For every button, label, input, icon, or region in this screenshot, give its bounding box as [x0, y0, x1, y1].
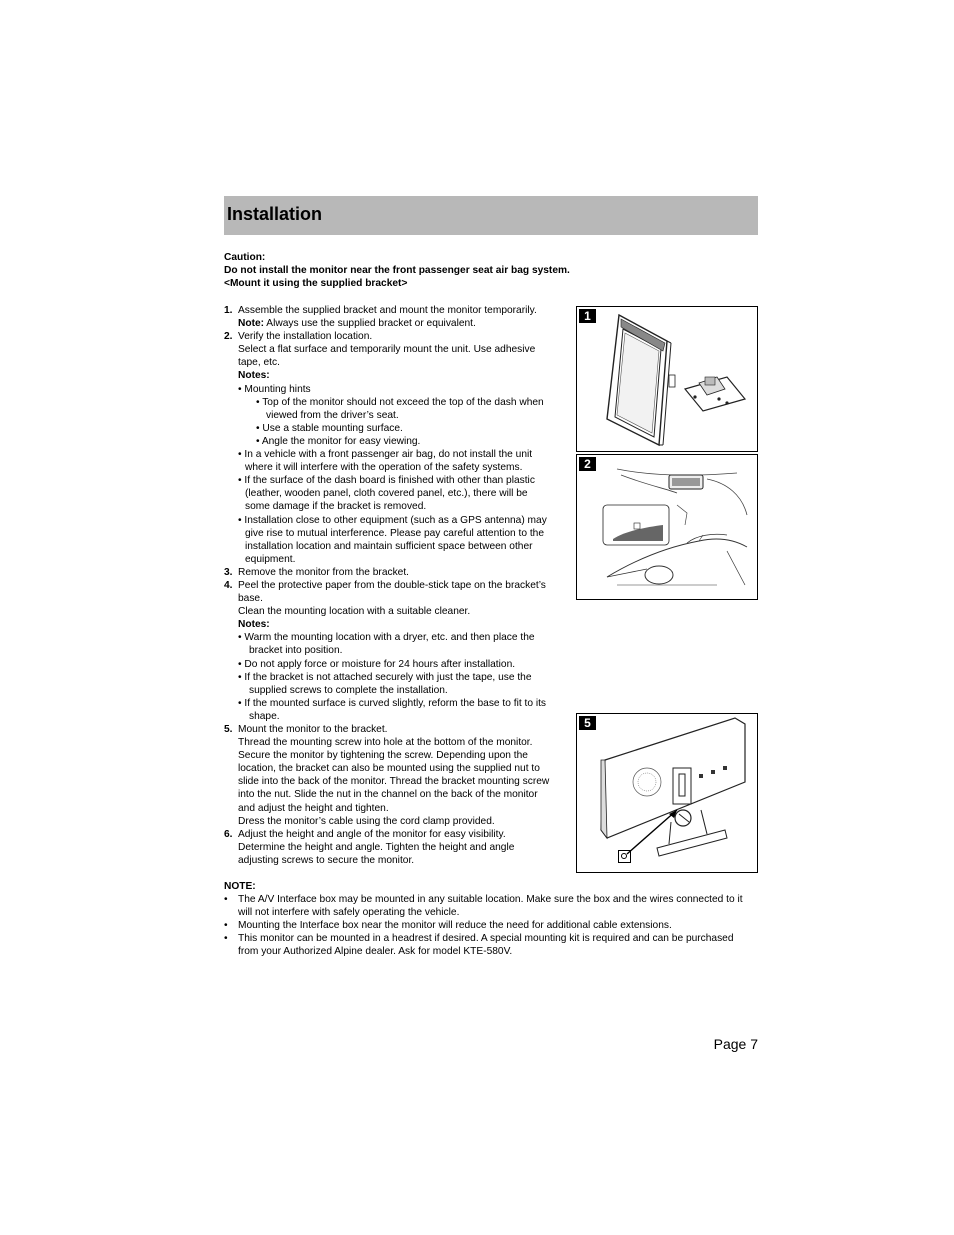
note-item-cont: shape.: [249, 710, 280, 722]
note-subitem: • Top of the monitor should not exceed the top of the dash when: [256, 396, 544, 408]
step-number: 1.: [224, 305, 233, 316]
caution-line-2: <Mount it using the supplied bracket>: [224, 278, 408, 290]
step-2-text: Verify the installation location.: [238, 331, 373, 343]
step-4-text: Peel the protective paper from the double-stick tape on the bracket’s: [238, 579, 546, 591]
note-label: NOTE:: [224, 881, 256, 892]
note-item: • If the mounted surface is curved slightly, reform the base to fit to its: [238, 697, 547, 709]
section-header: [224, 196, 758, 235]
dashboard-location-illustration: [577, 455, 757, 599]
note-item-cont: (leather, wooden panel, cloth covered panel, etc.), there will be: [245, 488, 528, 500]
note-item: [224, 893, 744, 919]
note-item: • Mounting hints: [238, 383, 311, 395]
step-text-line: location, the bracket can also be mounted using the supplied nut to: [238, 763, 540, 775]
step-1-text: Assemble the supplied bracket and mount the monitor temporarily.: [238, 305, 537, 316]
figure-5-badge: 5: [579, 716, 596, 730]
note-item-cont: bracket into position.: [249, 645, 343, 657]
caution-label: Caution:: [224, 252, 266, 263]
step-5-text: Mount the monitor to the bracket.: [238, 724, 388, 735]
figure-2-badge: 2: [579, 457, 596, 471]
step-text-line: and adjust the height and tighten.: [238, 802, 389, 814]
note-subitem-cont: viewed from the driver’s seat.: [266, 409, 399, 421]
note-item-cont: some damage if the bracket is removed.: [245, 501, 427, 513]
step-1-note: Always use the supplied bracket or equivalent.: [264, 318, 476, 330]
figure-2: [576, 454, 758, 600]
step-number: 3.: [224, 566, 233, 578]
callout-circle-icon: [618, 850, 631, 863]
bullet: •: [224, 894, 228, 906]
note-subitem: • Angle the monitor for easy viewing.: [256, 435, 421, 447]
step-text-line: Determine the height and angle. Tighten the height and angle: [238, 841, 515, 853]
note-item-cont: equipment.: [245, 553, 296, 565]
step-text-line: tape, etc.: [238, 357, 280, 369]
step-text-line: slide into the back of the monitor. Thread the bracket mounting screw: [238, 776, 550, 788]
note-item: • If the surface of the dash board is finished with other than plastic: [238, 475, 535, 487]
step-text-line: Clean the mounting location with a suitable cleaner.: [238, 606, 471, 618]
notes-label: Notes:: [238, 370, 270, 382]
note-section: [224, 880, 744, 959]
monitor-rear-bracket-illustration: [577, 714, 757, 872]
bullet: •: [224, 933, 228, 945]
page-title: Installation: [227, 204, 323, 224]
bullet: •: [224, 920, 228, 932]
note-item: • Do not apply force or moisture for 24 hours after installation.: [238, 658, 516, 670]
figure-5: [576, 713, 758, 873]
note-item: • Warm the mounting location with a dryer, etc. and then place the: [238, 632, 535, 644]
note-item-cont: installation location and maintain sufficient space between other: [245, 540, 533, 552]
step-text-line: adjusting screws to secure the monitor.: [238, 854, 415, 866]
page-number: Page 7: [713, 1036, 758, 1052]
step-6-text: Adjust the height and angle of the monitor for easy visibility.: [238, 828, 506, 840]
note-item: [224, 932, 744, 958]
step-number: 2.: [224, 331, 233, 343]
step-number: 4.: [224, 579, 233, 591]
note-label: Note:: [238, 318, 265, 330]
note-item: • In a vehicle with a front passenger air bag, do not install the unit: [238, 449, 533, 461]
note-item-text: Mounting the Interface box near the monitor will reduce the need for additional cable extensions.: [238, 920, 672, 932]
step-text-line: Dress the monitor’s cable using the cord clamp provided.: [238, 815, 495, 827]
note-subitem: • Use a stable mounting surface.: [256, 422, 403, 434]
note-item: • If the bracket is not attached securely with just the tape, use the: [238, 671, 532, 683]
step-text-line: base.: [238, 593, 263, 605]
step-text-line: Secure the monitor by tightening the screw. Depending upon the: [238, 750, 528, 762]
step-3-text: Remove the monitor from the bracket.: [238, 566, 409, 578]
note-item-cont: where it will interfere with the operation of the safety systems.: [245, 462, 523, 474]
step-text-line: Select a flat surface and temporarily mount the unit. Use adhesive: [238, 344, 536, 356]
caution-line-1: Do not install the monitor near the front passenger seat air bag system.: [224, 265, 570, 277]
step-text-line: into the nut. Slide the nut in the channel on the back of the monitor: [238, 789, 538, 801]
step-text-line: Thread the mounting screw into hole at the bottom of the monitor.: [238, 737, 533, 749]
figure-1: [576, 306, 758, 452]
step-number: 5.: [224, 724, 233, 735]
figure-1-badge: 1: [579, 309, 596, 323]
note-item-cont: give rise to mutual interference. Please pay careful attention to the: [245, 527, 545, 539]
note-item-cont: supplied screws to complete the installation.: [249, 684, 448, 696]
instruction-steps: [224, 304, 576, 867]
note-item-text: This monitor can be mounted in a headrest if desired. A special mounting kit is required and can be purchased from your Authorized Alpine dealer. Ask for model KTE-580V.: [238, 933, 734, 958]
monitor-bracket-illustration: [577, 307, 757, 451]
note-item: [224, 919, 744, 932]
step-number: 6.: [224, 828, 233, 840]
note-item: • Installation close to other equipment (such as a GPS antenna) may: [238, 514, 547, 526]
note-item-text: The A/V Interface box may be mounted in any suitable location. Make sure the box and the wires connected to it will not interfere with safely operating the vehicle.: [238, 894, 743, 919]
caution-block: [224, 251, 644, 291]
notes-label: Notes:: [238, 619, 270, 631]
